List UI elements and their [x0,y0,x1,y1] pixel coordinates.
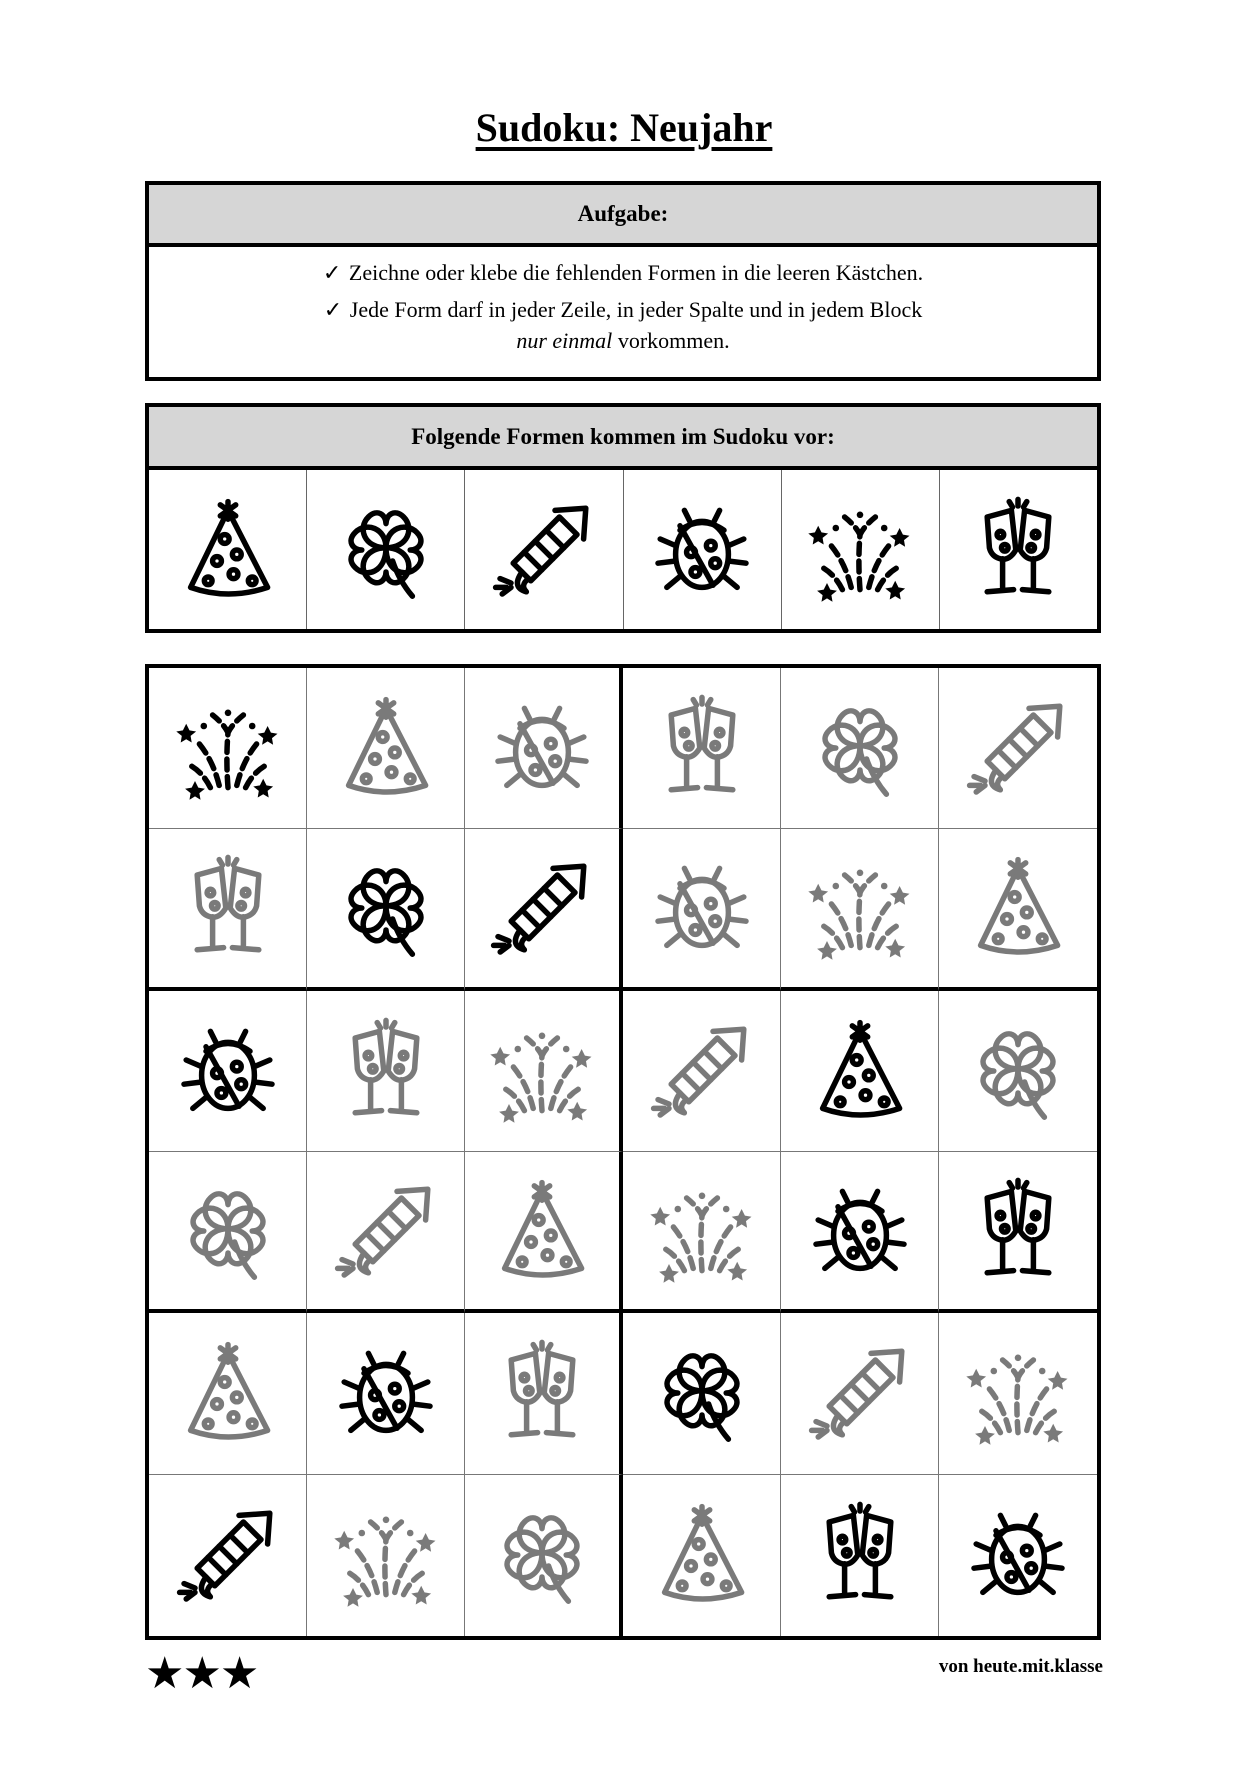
party-hat-icon [963,853,1073,963]
sudoku-cell [307,1313,465,1474]
page-title: Sudoku: Neujahr [475,105,773,150]
sudoku-cell [623,829,781,990]
shapes-box [145,403,1101,633]
champagne-icon [331,1016,441,1126]
sudoku-cell [939,1313,1097,1474]
shape-champagne [940,470,1097,629]
task-line-3 [149,325,1097,356]
sudoku-cell [465,1475,623,1636]
shape-party-hat [149,470,307,629]
task-box [145,181,1101,381]
fireworks-icon [487,1016,597,1126]
check-icon: ✓ [322,260,342,285]
sudoku-cell [149,1152,307,1313]
fireworks-icon [805,495,915,605]
sudoku-cell [939,829,1097,990]
fireworks-icon [647,1176,757,1286]
sudoku-cell [465,1152,623,1313]
ladybug-icon [647,853,757,963]
task-heading: Aufgabe: [149,185,1097,247]
sudoku-cell [307,668,465,829]
fireworks-icon [331,1500,441,1610]
rocket-icon [805,1338,915,1448]
difficulty-stars: ★★★ [145,1649,258,1698]
rocket-icon [647,1016,757,1126]
sudoku-cell [623,1313,781,1474]
credit: von heute.mit.klasse [938,1656,1103,1677]
sudoku-cell [939,991,1097,1152]
ladybug-icon [647,495,757,605]
clover-icon [963,1016,1073,1126]
sudoku-cell [149,1475,307,1636]
party-hat-icon [173,495,283,605]
champagne-icon [963,1176,1073,1286]
ladybug-icon [963,1500,1073,1610]
rocket-icon [489,495,599,605]
party-hat-icon [805,1016,915,1126]
sudoku-cell [623,1475,781,1636]
clover-icon [647,1338,757,1448]
party-hat-icon [487,1176,597,1286]
clover-icon [805,693,915,803]
task-text-3: vorkommen. [612,328,730,353]
sudoku-cell [465,1313,623,1474]
check-icon: ✓ [323,297,343,322]
shapes-row [149,470,1097,629]
rocket-icon [963,693,1073,803]
clover-icon [487,1500,597,1610]
sudoku-grid [145,664,1101,1640]
sudoku-cell [781,1475,939,1636]
sudoku-cell [781,1313,939,1474]
task-emphasis: nur einmal [516,328,613,353]
task-body [149,247,1097,356]
champagne-icon [963,495,1073,605]
rocket-icon [173,1500,283,1610]
clover-icon [173,1176,283,1286]
ladybug-icon [805,1176,915,1286]
clover-icon [331,495,441,605]
sudoku-cell [307,991,465,1152]
ladybug-icon [173,1016,283,1126]
shape-rocket [465,470,623,629]
sudoku-cell [149,668,307,829]
sudoku-cell [781,991,939,1152]
party-hat-icon [173,1338,283,1448]
sudoku-cell [307,1475,465,1636]
fireworks-icon [805,853,915,963]
task-text-1: Zeichne oder klebe die fehlenden Formen in die leeren Kästchen. [348,260,924,285]
sudoku-cell [623,668,781,829]
shape-clover [307,470,465,629]
sudoku-cell [781,1152,939,1313]
ladybug-icon [331,1338,441,1448]
clover-icon [331,853,441,963]
task-line-2 [149,294,1097,325]
sudoku-cell [149,829,307,990]
champagne-icon [487,1338,597,1448]
ladybug-icon [487,693,597,803]
party-hat-icon [331,693,441,803]
champagne-icon [805,1500,915,1610]
sudoku-cell [149,991,307,1152]
sudoku-cell [465,668,623,829]
sudoku-cell [623,991,781,1152]
sudoku-cell [781,829,939,990]
sudoku-cell [307,1152,465,1313]
sudoku-cell [465,991,623,1152]
champagne-icon [173,853,283,963]
champagne-icon [647,693,757,803]
shapes-heading: Folgende Formen kommen im Sudoku vor: [149,407,1097,470]
task-text-2: Jede Form darf in jeder Zeile, in jeder Spalte und in jedem Block [349,297,923,322]
sudoku-cell [939,1152,1097,1313]
sudoku-cell [781,668,939,829]
sudoku-cell [623,1152,781,1313]
shape-ladybug [624,470,782,629]
rocket-icon [331,1176,441,1286]
sudoku-cell [307,829,465,990]
sudoku-cell [939,668,1097,829]
party-hat-icon [647,1500,757,1610]
sudoku-cell [939,1475,1097,1636]
fireworks-icon [963,1338,1073,1448]
sudoku-cell [149,1313,307,1474]
fireworks-icon [173,693,283,803]
sudoku-cell [465,829,623,990]
task-line-1 [149,257,1097,288]
rocket-icon [487,853,597,963]
shape-fireworks [782,470,940,629]
